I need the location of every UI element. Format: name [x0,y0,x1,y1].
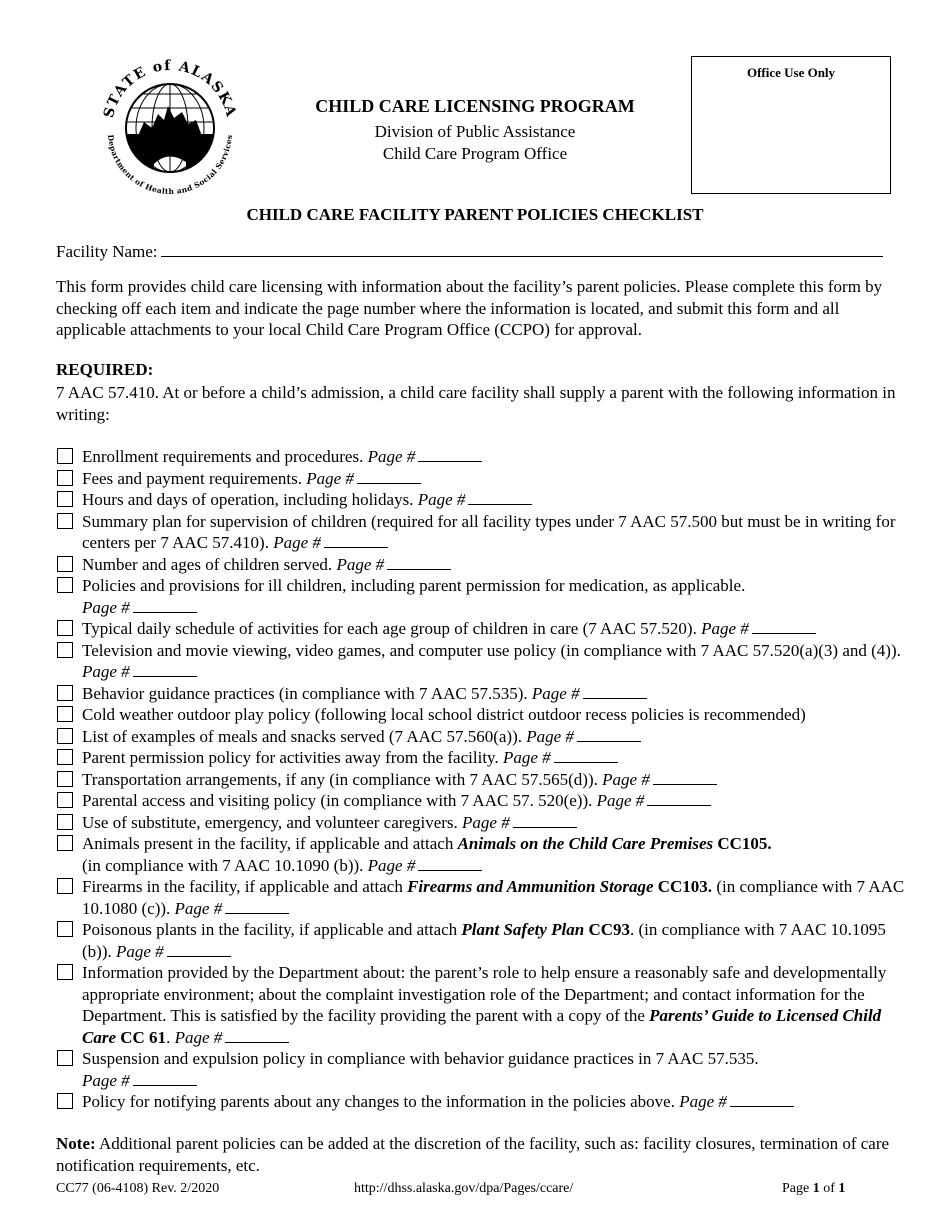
page-number-field[interactable] [554,748,618,763]
item-text: Cold weather outdoor play policy (following local school district outdoor recess policies is recommended) [82,705,806,724]
policy-checklist [56,446,906,1113]
checkbox[interactable] [57,1093,73,1109]
item-text: Suspension and expulsion policy in compliance with behavior guidance practices in 7 AAC 57.535. [82,1049,759,1068]
checklist-item [56,812,906,834]
checklist-item [56,726,906,748]
office-use-label: Office Use Only [746,65,836,80]
page-of: of [823,1181,835,1196]
page-number-field[interactable] [133,598,197,613]
checklist-item [56,833,906,876]
item-text: Animals present in the facility, if applicable and attach [82,834,454,853]
page-number-field[interactable] [324,533,388,548]
checklist-item [56,683,906,705]
item-text: Number and ages of children served. [82,554,333,574]
checkbox[interactable] [57,642,73,658]
item-text: Enrollment requirements and procedures. [82,447,364,466]
page-number-field[interactable] [513,813,577,828]
attachment-code: CC 61 [120,1027,167,1047]
office-use-box [691,56,891,194]
page-number-field[interactable] [468,490,532,505]
checkbox[interactable] [57,964,73,980]
page-label: Page # [82,662,130,681]
page-number-field[interactable] [752,619,816,634]
page-indicator [782,1181,845,1197]
item-text: Policy for notifying parents about any changes to the information in the policies above. [82,1092,675,1111]
page-number-field[interactable] [583,684,647,699]
item-text: Hours and days of operation, including holidays. [82,490,414,509]
checklist-item [56,962,906,1048]
checklist-item [56,640,906,683]
page-label: Page # [367,855,416,875]
division-name: Division of Public Assistance [374,122,576,141]
attachment-title: Firearms and Ammunition Storage [407,877,654,896]
item-text: Typical daily schedule of activities for each age group of children in care (7 AAC 57.520). [82,619,697,638]
attachment-code: CC103. [657,877,713,896]
checkbox[interactable] [57,728,73,744]
page-label: Page # [602,769,650,789]
checklist-item [56,618,906,640]
checklist-item [56,769,906,791]
item-text-cont: (in compliance with 7 AAC 10.1090 (b)). [82,855,364,875]
item-text: Use of substitute, emergency, and volunteer caregivers. [82,812,458,832]
item-text: Poisonous plants in the facility, if applicable and attach [82,920,458,939]
checkbox[interactable] [57,835,73,851]
note-paragraph [56,1133,901,1176]
attachment-code: CC105. [717,834,772,853]
checkbox[interactable] [57,878,73,894]
item-text: Behavior guidance practices (in compliance with 7 AAC 57.535). [82,683,528,703]
item-text-cont: . (in compliance with 7 AAC 10.1095 (b)). [82,920,886,961]
checkbox[interactable] [57,1050,73,1066]
checkbox[interactable] [57,685,73,701]
attachment-title: Plant Safety Plan [461,920,585,939]
checklist-item [56,468,906,490]
page-number-field[interactable] [653,770,717,785]
page-label: Page # [417,490,466,509]
form-title: CHILD CARE FACILITY PARENT POLICIES CHECKLIST [246,205,704,224]
note-label: Note: [56,1134,96,1153]
page-label: Page # [273,533,321,552]
attachment-title: Animals on the Child Care Premises [457,834,714,853]
page-number-field[interactable] [418,856,482,871]
checklist-item [56,747,906,769]
page-label: Page # [115,941,164,961]
checkbox[interactable] [57,921,73,937]
attachment-title: Parents’ Guide to Licensed Child Care [82,1006,882,1047]
intro-paragraph: This form provides child care licensing with information about the facility’s parent policies. Please complete this form by checking off each item and indicate the page number where the information is located, and submit this form and all applicable attachments to your local Child Care Program Office (CCPO) for approval. [56,277,883,339]
office-name: Child Care Program Office [382,144,568,163]
checklist-item [56,1091,906,1113]
page-label: Page # [306,468,354,488]
page-label: Page # [462,812,510,832]
facility-name-field[interactable] [161,242,883,257]
checkbox[interactable] [57,556,73,572]
checklist-item [56,575,906,618]
page-label: Page # [531,683,580,703]
page-label: Page # [526,726,574,746]
item-text: Transportation arrangements, if any (in compliance with 7 AAC 57.565(d)). [82,769,603,789]
checklist-item [56,876,906,919]
page-number-field[interactable] [577,727,641,742]
item-text: Information provided by the Department about: the parent’s role to help ensure a reasonably safe and developmentally appropriate environment; about the complaint investigation role of the Department; and contact information for the Department. This is satisfied by the facility providing the parent with a copy of the [82,963,887,1025]
page-label: Page # [174,1027,223,1047]
item-text: Television and movie viewing, video games, and computer use policy (in compliance with 7 AAC 57.520(a)(3) and (4)). [82,640,901,660]
checklist-item [56,1048,906,1091]
required-intro: 7 AAC 57.410. At or before a child’s admission, a child care facility shall supply a parent with the following information in writing: [56,383,896,424]
checkbox[interactable] [57,792,73,808]
page-number-field[interactable] [387,555,451,570]
page-number-field[interactable] [133,1071,197,1086]
item-text-cont: . [166,1027,171,1047]
page-prefix: Page [782,1181,810,1196]
page-number-field[interactable] [418,447,482,462]
checklist-item [56,554,906,576]
checkbox[interactable] [57,448,73,464]
page-number-field[interactable] [730,1092,794,1107]
facility-name-row [56,242,892,262]
checklist-item [56,446,906,468]
page-label: Page # [701,619,749,638]
checkbox[interactable] [57,620,73,636]
item-text: Firearms in the facility, if applicable and attach [82,877,403,896]
page-total: 1 [838,1181,846,1196]
note-text: Additional parent policies can be added at the discretion of the facility, such as: facility closures, termination of care notification requirements, etc. [56,1134,890,1175]
page-label: Page # [367,447,416,466]
page-label: Page # [596,791,645,810]
globe-icon [118,78,222,184]
page-number-field[interactable] [167,942,231,957]
item-text: List of examples of meals and snacks served (7 AAC 57.560(a)). [82,726,522,746]
item-text-cont: (in compliance with 7 AAC 10.1080 (c)). [82,877,905,918]
item-text: Parental access and visiting policy (in compliance with 7 AAC 57. 520(e)). [82,791,593,810]
required-heading: REQUIRED: [56,360,154,379]
checkbox[interactable] [57,706,73,722]
page-number-field[interactable] [133,662,197,677]
checkbox[interactable] [57,577,73,593]
checkbox[interactable] [57,491,73,507]
state-seal-logo [98,58,242,198]
facility-name-label: Facility Name: [56,242,158,261]
item-text: Summary plan for supervision of children (required for all facility types under 7 AAC 57.500 but must be in writing for centers per 7 AAC 57.410). [82,511,896,552]
form-code: CC77 (06-4108) Rev. 2/2020 [56,1181,220,1196]
checklist-item [56,919,906,962]
page-number-field[interactable] [357,469,421,484]
page-label: Page # [679,1092,727,1111]
page-number-field[interactable] [225,899,289,914]
page-number-field[interactable] [647,791,711,806]
page-label: Page # [336,554,385,574]
page-number: 1 [812,1181,820,1196]
checklist-item [56,511,906,554]
page-label: Page # [82,1070,130,1090]
checkbox[interactable] [57,814,73,830]
seal-bottom-text: Department of Health and Social Services [105,134,234,197]
checkbox[interactable] [57,470,73,486]
checkbox[interactable] [57,771,73,787]
program-title: CHILD CARE LICENSING PROGRAM [315,96,635,116]
page-label: Page # [174,898,223,918]
checklist-item [56,704,906,726]
checkbox[interactable] [57,513,73,529]
item-text: Parent permission policy for activities away from the facility. [82,748,499,767]
page-label: Page # [82,597,130,617]
checklist-item [56,489,906,511]
footer-url: http://dhss.alaska.gov/dpa/Pages/ccare/ [354,1181,574,1196]
page-label: Page # [502,748,551,767]
attachment-code: CC93 [588,920,631,939]
page-number-field[interactable] [225,1028,289,1043]
item-text: Policies and provisions for ill children, including parent permission for medication, as applicable. [82,576,746,595]
checkbox[interactable] [57,749,73,765]
item-text: Fees and payment requirements. [82,468,302,488]
checklist-item [56,790,906,812]
seal-top-text: STATE of ALASKA [100,58,240,120]
